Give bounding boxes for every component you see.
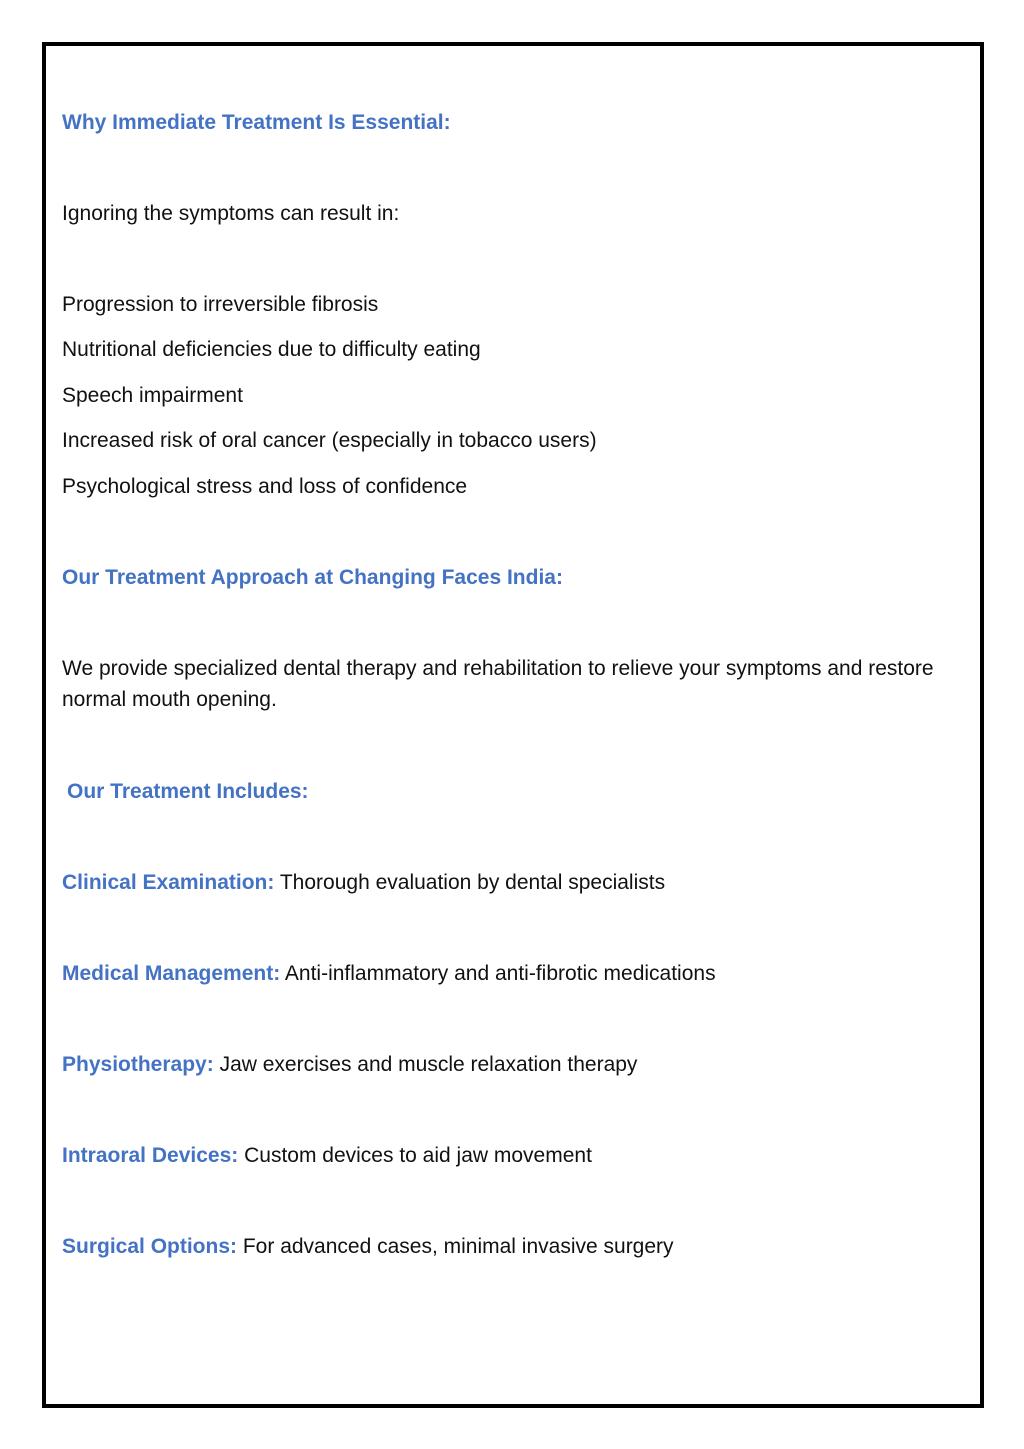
treatment-item-label: Medical Management: xyxy=(62,962,281,985)
treatment-item-text: Thorough evaluation by dental specialists xyxy=(279,871,666,894)
risks-intro: Ignoring the symptoms can result in: xyxy=(62,202,400,225)
risk-item: Increased risk of oral cancer (especially in tobacco users) xyxy=(62,429,597,452)
treatment-item xyxy=(62,1049,637,1080)
treatment-item-text: For advanced cases, minimal invasive surgery xyxy=(242,1235,674,1258)
page-border xyxy=(42,42,984,1408)
treatment-item xyxy=(62,958,716,989)
treatment-item xyxy=(62,1231,674,1262)
treatment-item xyxy=(62,867,665,898)
treatment-item-label: Surgical Options: xyxy=(62,1235,238,1258)
includes-heading: Our Treatment Includes: xyxy=(67,780,309,803)
approach-paragraph: We provide specialized dental therapy and rehabilitation to relieve your symptoms and restore normal mouth opening. xyxy=(62,657,934,711)
risk-item: Nutritional deficiencies due to difficulty eating xyxy=(62,338,481,361)
treatment-item-text: Custom devices to aid jaw movement xyxy=(244,1144,592,1167)
treatment-item-text: Anti-inflammatory and anti-fibrotic medications xyxy=(284,962,716,985)
risk-item: Psychological stress and loss of confidence xyxy=(62,475,468,498)
why-heading: Why Immediate Treatment Is Essential: xyxy=(62,111,451,134)
treatment-item-label: Clinical Examination: xyxy=(62,871,275,894)
risk-item: Progression to irreversible fibrosis xyxy=(62,293,379,316)
treatment-item-text: Jaw exercises and muscle relaxation therapy xyxy=(219,1053,638,1076)
treatment-item-label: Physiotherapy: xyxy=(62,1053,214,1076)
treatment-item-label: Intraoral Devices: xyxy=(62,1144,239,1167)
approach-heading: Our Treatment Approach at Changing Faces India: xyxy=(62,566,563,589)
treatment-item xyxy=(62,1140,592,1171)
risk-item: Speech impairment xyxy=(62,384,243,407)
